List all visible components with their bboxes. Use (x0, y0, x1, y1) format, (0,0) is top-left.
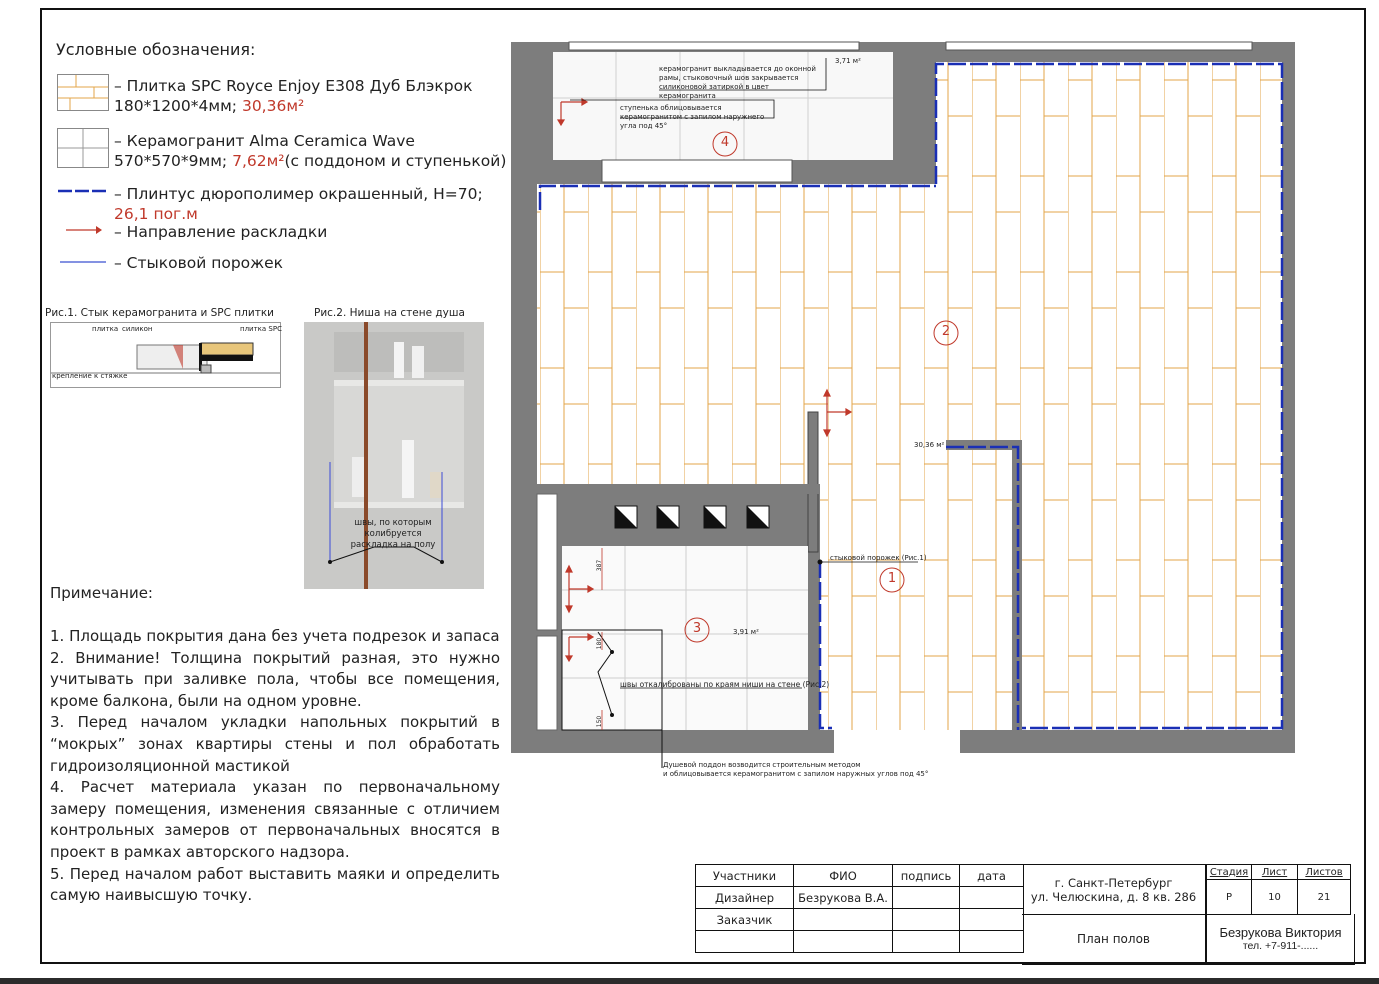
legend-porcelain-area: 7,62м² (232, 152, 285, 170)
tb-client: Заказчик (696, 909, 794, 931)
tb-designer-name: Безрукова В.А. (794, 887, 893, 909)
balcony-window (569, 42, 859, 50)
window-note: керамогранит выкладывается до оконной рамы, стыковочный шов закрывается силиконовой затиркой в цвет керамогранита (659, 65, 816, 100)
tb-designer: Дизайнер (696, 887, 794, 909)
bottom-dark-bar (0, 978, 1379, 984)
tb-sheet: 10 (1252, 880, 1298, 915)
room-2-label: 2 (941, 324, 951, 339)
note-item: 3. Перед началом укладки напольных покрытий в “мокрых” зонах квартиры стены и пол обработать гидроизоляционной мастикой (50, 713, 500, 775)
legend-spc-size: 180*1200*4мм; (114, 97, 238, 115)
step-note: ступенька облицовывается керамогранитом с запилом наружнего угла под 45° (620, 104, 765, 130)
legend-spc-area: 30,36м² (241, 97, 305, 115)
legend-spc-line1: – Плитка SPC Royce Enjoy E308 Дуб Блэкрок (114, 77, 473, 95)
tb-stage: Р (1207, 880, 1252, 915)
tb-empty (893, 887, 960, 909)
threshold-note: стыковой порожек (Рис.1) (830, 554, 927, 562)
main-window (946, 42, 1252, 50)
note-item: 1. Площадь покрытия дана без учета подрезок и запаса (50, 627, 500, 645)
notes-title: Примечание: (50, 584, 153, 602)
tb-address-city: г. Санкт-Петербург (1054, 876, 1173, 890)
legend-skirting-line1: – Плинтус дюрополимер окрашенный, Н=70; (114, 185, 483, 203)
tb-empty (893, 931, 960, 953)
area-balcony: 3,71 м² (835, 57, 861, 65)
fig2-caption: Рис.2. Ниша на стене душа (314, 307, 465, 319)
legend-porcelain-size: 570*570*9мм; (114, 152, 228, 170)
tb-sheets: 21 (1298, 880, 1351, 915)
tb-h-date: дата (960, 865, 1024, 887)
tb-empty (696, 931, 794, 953)
legend-skirting-length: 26,1 пог.м (114, 205, 198, 223)
note-item: 4. Расчет материала указан по первоначальному замеру помещения, изменения связанные с отличием контрольных замеров от первоначальных вносятся в проект в рамках авторского надзора. (50, 778, 500, 861)
tray-note-2: и облицовывается керамогранитом с запилом наружных углов под 45° (663, 770, 929, 778)
tb-h-sign: подпись (893, 865, 960, 887)
fig1-label-spc: плитка SPC (240, 325, 282, 333)
tb-empty (960, 887, 1024, 909)
room-4-label: 4 (720, 135, 730, 150)
tb-empty (960, 931, 1024, 953)
legend-threshold: – Стыковой порожек (114, 254, 284, 272)
tb-company-name: Безрукова Виктория (1219, 925, 1342, 940)
fig2-seam-note: швы, по которым колибруется раскладка на полу (350, 518, 436, 550)
note-item: 2. Внимание! Толщина покрытий разная, это нужно учитывать при заливке пола, чтобы все помещения, кроме балкона, были на одном уровне. (50, 648, 500, 710)
entrance-door (834, 730, 960, 753)
bath-side-cabinet (537, 494, 557, 630)
fig1-label-tile: плитка (92, 325, 119, 333)
dim-180: 180 (596, 637, 604, 650)
dim-387: 387 (596, 559, 604, 572)
tb-h-sheet: Лист (1252, 865, 1298, 880)
dim-150: 150 (596, 715, 604, 728)
partition-wall (808, 412, 818, 552)
balcony-door (602, 160, 792, 182)
tb-h-sheets: Листов (1298, 865, 1351, 880)
fig1-caption: Рис.1. Стык керамогранита и SPC плитки (45, 307, 274, 319)
tb-h-participants: Участники (696, 865, 794, 887)
tb-address (1022, 864, 1206, 915)
title-block-participants (695, 864, 1024, 953)
tb-empty (794, 909, 893, 931)
title-block-sheet (1206, 864, 1351, 915)
room-1-label: 1 (887, 571, 897, 586)
legend-porcelain-extra: (с поддоном и ступенькой) (284, 152, 507, 170)
tb-address-street: ул. Челюскина, д. 8 кв. 286 (1030, 890, 1197, 904)
tb-empty (794, 931, 893, 953)
area-bathroom: 3,91 м² (733, 628, 759, 636)
room-3-label: 3 (692, 621, 702, 636)
tb-h-stage: Стадия (1207, 865, 1252, 880)
bath-side-cabinet-2 (537, 636, 557, 730)
tb-h-fio: ФИО (794, 865, 893, 887)
legend-title: Условные обозначения: (56, 40, 256, 59)
tb-company-phone: тел. +7-911-...... (1242, 940, 1319, 952)
tray-note-1: Душевой поддон возводится строительным методом (663, 761, 861, 769)
tb-company (1206, 914, 1355, 965)
tb-empty (893, 909, 960, 931)
note-item: 5. Перед началом работ выставить маяки и определить самую наивысшую точку. (50, 864, 500, 905)
niche-note: швы откалиброваны по краям ниши на стене (Рис.2) (620, 680, 830, 689)
fig1-label-silicone: силикон (122, 325, 153, 333)
legend-direction: – Направление раскладки (114, 223, 328, 241)
legend-porcelain-line1: – Керамогранит Alma Ceramica Wave (114, 132, 415, 150)
tb-drawing-name: План полов (1022, 914, 1206, 965)
tb-empty (960, 909, 1024, 931)
area-main-room: 30,36 м² (914, 441, 945, 449)
fig1-label-fixing: крепление к стяжке (52, 372, 128, 380)
